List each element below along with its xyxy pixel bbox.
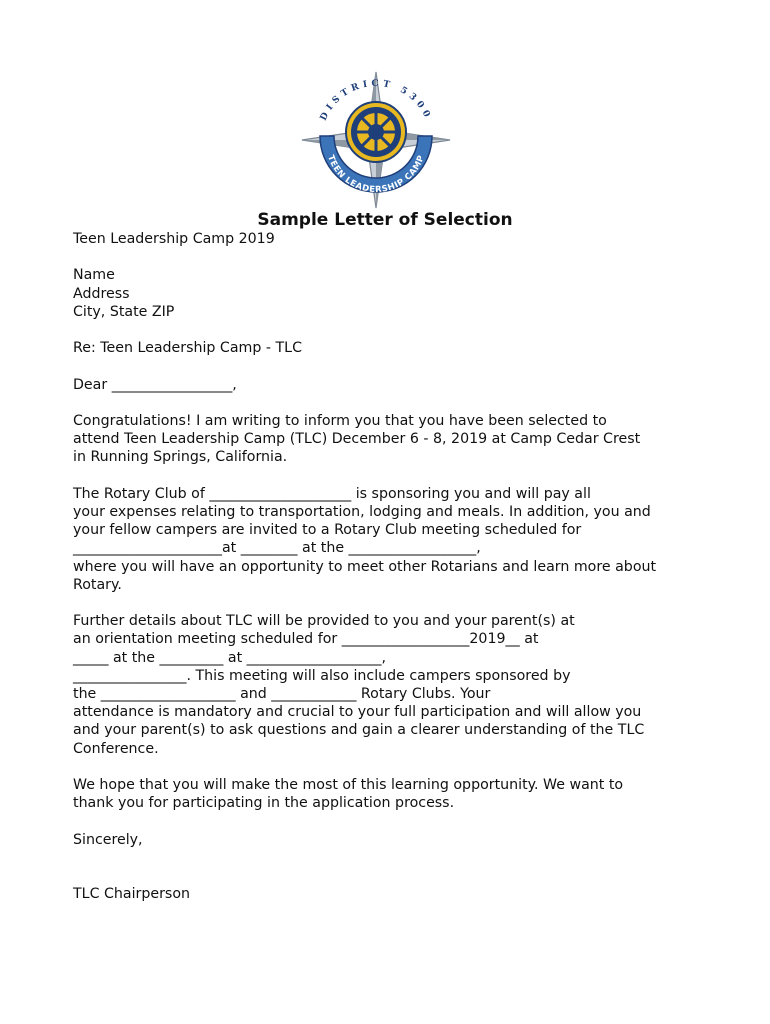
- paragraph3-line: ________________. This meeting will also include campers sponsored by: [73, 667, 571, 684]
- paragraph4-line: We hope that you will make the most of this learning opportunity. We want to: [73, 776, 624, 793]
- paragraph4-line: thank you for participating in the application process.: [73, 795, 455, 812]
- paragraph3-line: attendance is mandatory and crucial to your full participation and will allow you: [73, 704, 642, 721]
- paragraph3-line: the ___________________ and ____________ Rotary Clubs. Your: [73, 685, 491, 702]
- paragraph2-line: where you will have an opportunity to meet other Rotarians and learn more about: [73, 558, 657, 575]
- paragraph1-line: in Running Springs, California.: [73, 449, 288, 466]
- logo-ring-text: DISTRICT 5300: [318, 78, 434, 123]
- paragraph3-line: _____ at the _________ at ___________________,: [73, 649, 386, 666]
- paragraph3-line: Conference.: [73, 740, 159, 757]
- paragraph2-line: Rotary.: [73, 576, 122, 593]
- paragraph2-line: The Rotary Club of ____________________ is sponsoring you and will pay all: [73, 485, 591, 502]
- recipient-city-state-zip: City, State ZIP: [73, 303, 175, 320]
- logo-band-text: TEEN LEADERSHIP CAMP: [325, 153, 427, 196]
- recipient-name: Name: [73, 267, 115, 284]
- re-line: Re: Teen Leadership Camp - TLC: [73, 340, 302, 357]
- paragraph2-line: _____________________at ________ at the __________________,: [73, 540, 481, 557]
- paragraph3-line: and your parent(s) to ask questions and gain a clearer understanding of the TLC: [73, 722, 645, 739]
- signature: TLC Chairperson: [73, 886, 190, 903]
- recipient-address: Address: [73, 285, 130, 302]
- paragraph2-line: your fellow campers are invited to a Rotary Club meeting scheduled for: [73, 522, 582, 539]
- event-line: Teen Leadership Camp 2019: [73, 231, 275, 247]
- paragraph3-line: an orientation meeting scheduled for __________________2019__ at: [73, 631, 539, 648]
- closing: Sincerely,: [73, 831, 143, 848]
- paragraph2-line: your expenses relating to transportation, lodging and meals. In addition, you and: [73, 503, 651, 520]
- paragraph3-line: Further details about TLC will be provided to you and your parent(s) at: [73, 613, 575, 630]
- salutation: Dear _________________,: [73, 376, 237, 393]
- rotary-wheel-icon: [346, 102, 406, 162]
- letter-body: [73, 230, 753, 903]
- paragraph1-line: Congratulations! I am writing to inform you that you have been selected to: [73, 412, 607, 429]
- letter-title: Sample Letter of Selection: [257, 210, 513, 230]
- district-5300-tlc-logo: [300, 70, 452, 210]
- paragraph1-line: attend Teen Leadership Camp (TLC) December 6 - 8, 2019 at Camp Cedar Crest: [73, 431, 641, 448]
